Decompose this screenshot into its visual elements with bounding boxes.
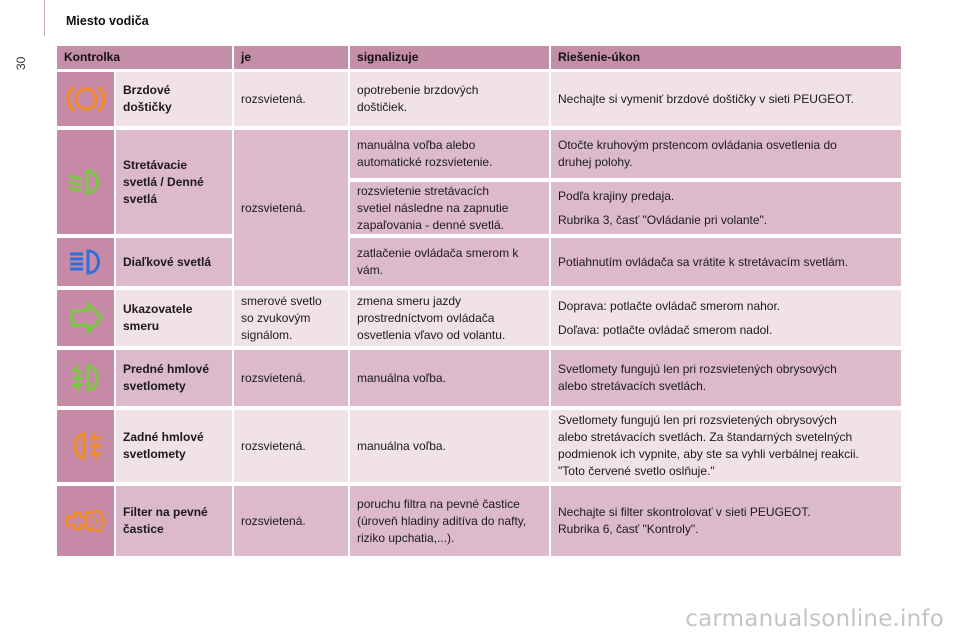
table-row bbox=[57, 350, 903, 410]
warning-state: rozsvietená. bbox=[234, 486, 350, 560]
warning-signal: zatlačenie ovládača smerom k vám. bbox=[350, 238, 551, 290]
warning-name: Ukazovatele smeru bbox=[116, 290, 234, 350]
table-row bbox=[57, 238, 903, 290]
warning-name: Zadné hmlové svetlomety bbox=[116, 410, 234, 486]
icon-cell bbox=[57, 238, 116, 290]
icon-cell bbox=[57, 486, 116, 560]
icon-cell bbox=[57, 72, 116, 130]
warning-action: Nechajte si filter skontrolovať v sieti PEUGEOT. Rubrika 6, časť "Kontroly". bbox=[551, 486, 903, 560]
section-title: Miesto vodiča bbox=[66, 14, 149, 28]
warning-name: Filter na pevné častice bbox=[116, 486, 234, 560]
warning-action-line: Rubrika 3, časť "Ovládanie pri volante". bbox=[558, 212, 768, 227]
warning-name: Stretávacie svetlá / Denné svetlá bbox=[116, 130, 234, 238]
margin-rule bbox=[44, 0, 45, 36]
warning-signal: manuálna voľba. bbox=[350, 410, 551, 486]
page-number: 30 bbox=[14, 56, 28, 70]
warning-action bbox=[551, 182, 903, 238]
warning-action: Svetlomety fungujú len pri rozsvietených obrysových alebo stretávacích svetlách. Za štandarných svetelných podmienok ich vypnite, aby ste sa vyhli verbálnej reakcii. "Toto červené svetlo oslňuje." bbox=[551, 410, 903, 486]
warning-action-line: Doľava: potlačte ovládač smerom nadol. bbox=[558, 322, 773, 337]
table-header-row bbox=[57, 46, 903, 72]
direction-indicator-icon bbox=[66, 301, 106, 335]
warning-action-line: Podľa krajiny predaja. bbox=[558, 188, 675, 203]
warning-signal: opotrebenie brzdových doštičiek. bbox=[350, 72, 551, 130]
table-row bbox=[57, 130, 903, 182]
icon-cell bbox=[57, 130, 116, 238]
column-header-riesenie: Riešenie-úkon bbox=[551, 46, 903, 72]
watermark: carmanualsonline.info bbox=[685, 606, 944, 632]
column-header-signalizuje: signalizuje bbox=[350, 46, 551, 72]
column-header-je: je bbox=[234, 46, 350, 72]
table-row bbox=[57, 290, 903, 350]
warning-name: Predné hmlové svetlomety bbox=[116, 350, 234, 410]
warning-signal: rozsvietenie stretávacích svetiel následne na zapnutie zapaľovania - denné svetlá. bbox=[350, 182, 551, 238]
warning-signal: manuálna voľba. bbox=[350, 350, 551, 410]
main-beam-icon bbox=[64, 247, 108, 277]
table-row bbox=[57, 72, 903, 130]
warning-state: rozsvietená. bbox=[234, 350, 350, 410]
warning-state: smerové svetlo so zvukovým signálom. bbox=[234, 290, 350, 350]
table-row bbox=[57, 486, 903, 560]
warning-action bbox=[551, 290, 903, 350]
warning-action: Nechajte si vymeniť brzdové doštičky v sieti PEUGEOT. bbox=[551, 72, 903, 130]
warning-state: rozsvietená. bbox=[234, 410, 350, 486]
warning-signal: poruchu filtra na pevné častice (úroveň hladiny aditíva do nafty, riziko upchatia,...). bbox=[350, 486, 551, 560]
rear-fog-lamp-icon bbox=[66, 429, 106, 463]
front-fog-lamp-icon bbox=[66, 361, 106, 395]
warning-signal: zmena smeru jazdy prostredníctvom ovládača osvetlenia vľavo od volantu. bbox=[350, 290, 551, 350]
particle-filter-icon bbox=[64, 505, 108, 537]
warning-state: rozsvietená. bbox=[234, 72, 350, 130]
brake-pads-icon bbox=[66, 82, 106, 116]
warning-action-line: Doprava: potlačte ovládač smerom nahor. bbox=[558, 298, 781, 313]
table-row bbox=[57, 410, 903, 486]
dipped-beam-icon bbox=[65, 167, 107, 197]
column-header-kontrolka: Kontrolka bbox=[57, 46, 234, 72]
icon-cell bbox=[57, 410, 116, 486]
warning-name: Diaľkové svetlá bbox=[116, 238, 234, 290]
icon-cell bbox=[57, 290, 116, 350]
warning-action: Svetlomety fungujú len pri rozsvietených obrysových alebo stretávacích svetlách. bbox=[551, 350, 903, 410]
warning-name: Brzdové doštičky bbox=[116, 72, 234, 130]
icon-cell bbox=[57, 350, 116, 410]
warning-lights-table bbox=[57, 46, 903, 560]
warning-action: Otočte kruhovým prstencom ovládania osvetlenia do druhej polohy. bbox=[551, 130, 903, 182]
warning-state: rozsvietená. bbox=[234, 130, 350, 290]
warning-signal: manuálna voľba alebo automatické rozsvietenie. bbox=[350, 130, 551, 182]
warning-action: Potiahnutím ovládača sa vrátite k stretávacím svetlám. bbox=[551, 238, 903, 290]
